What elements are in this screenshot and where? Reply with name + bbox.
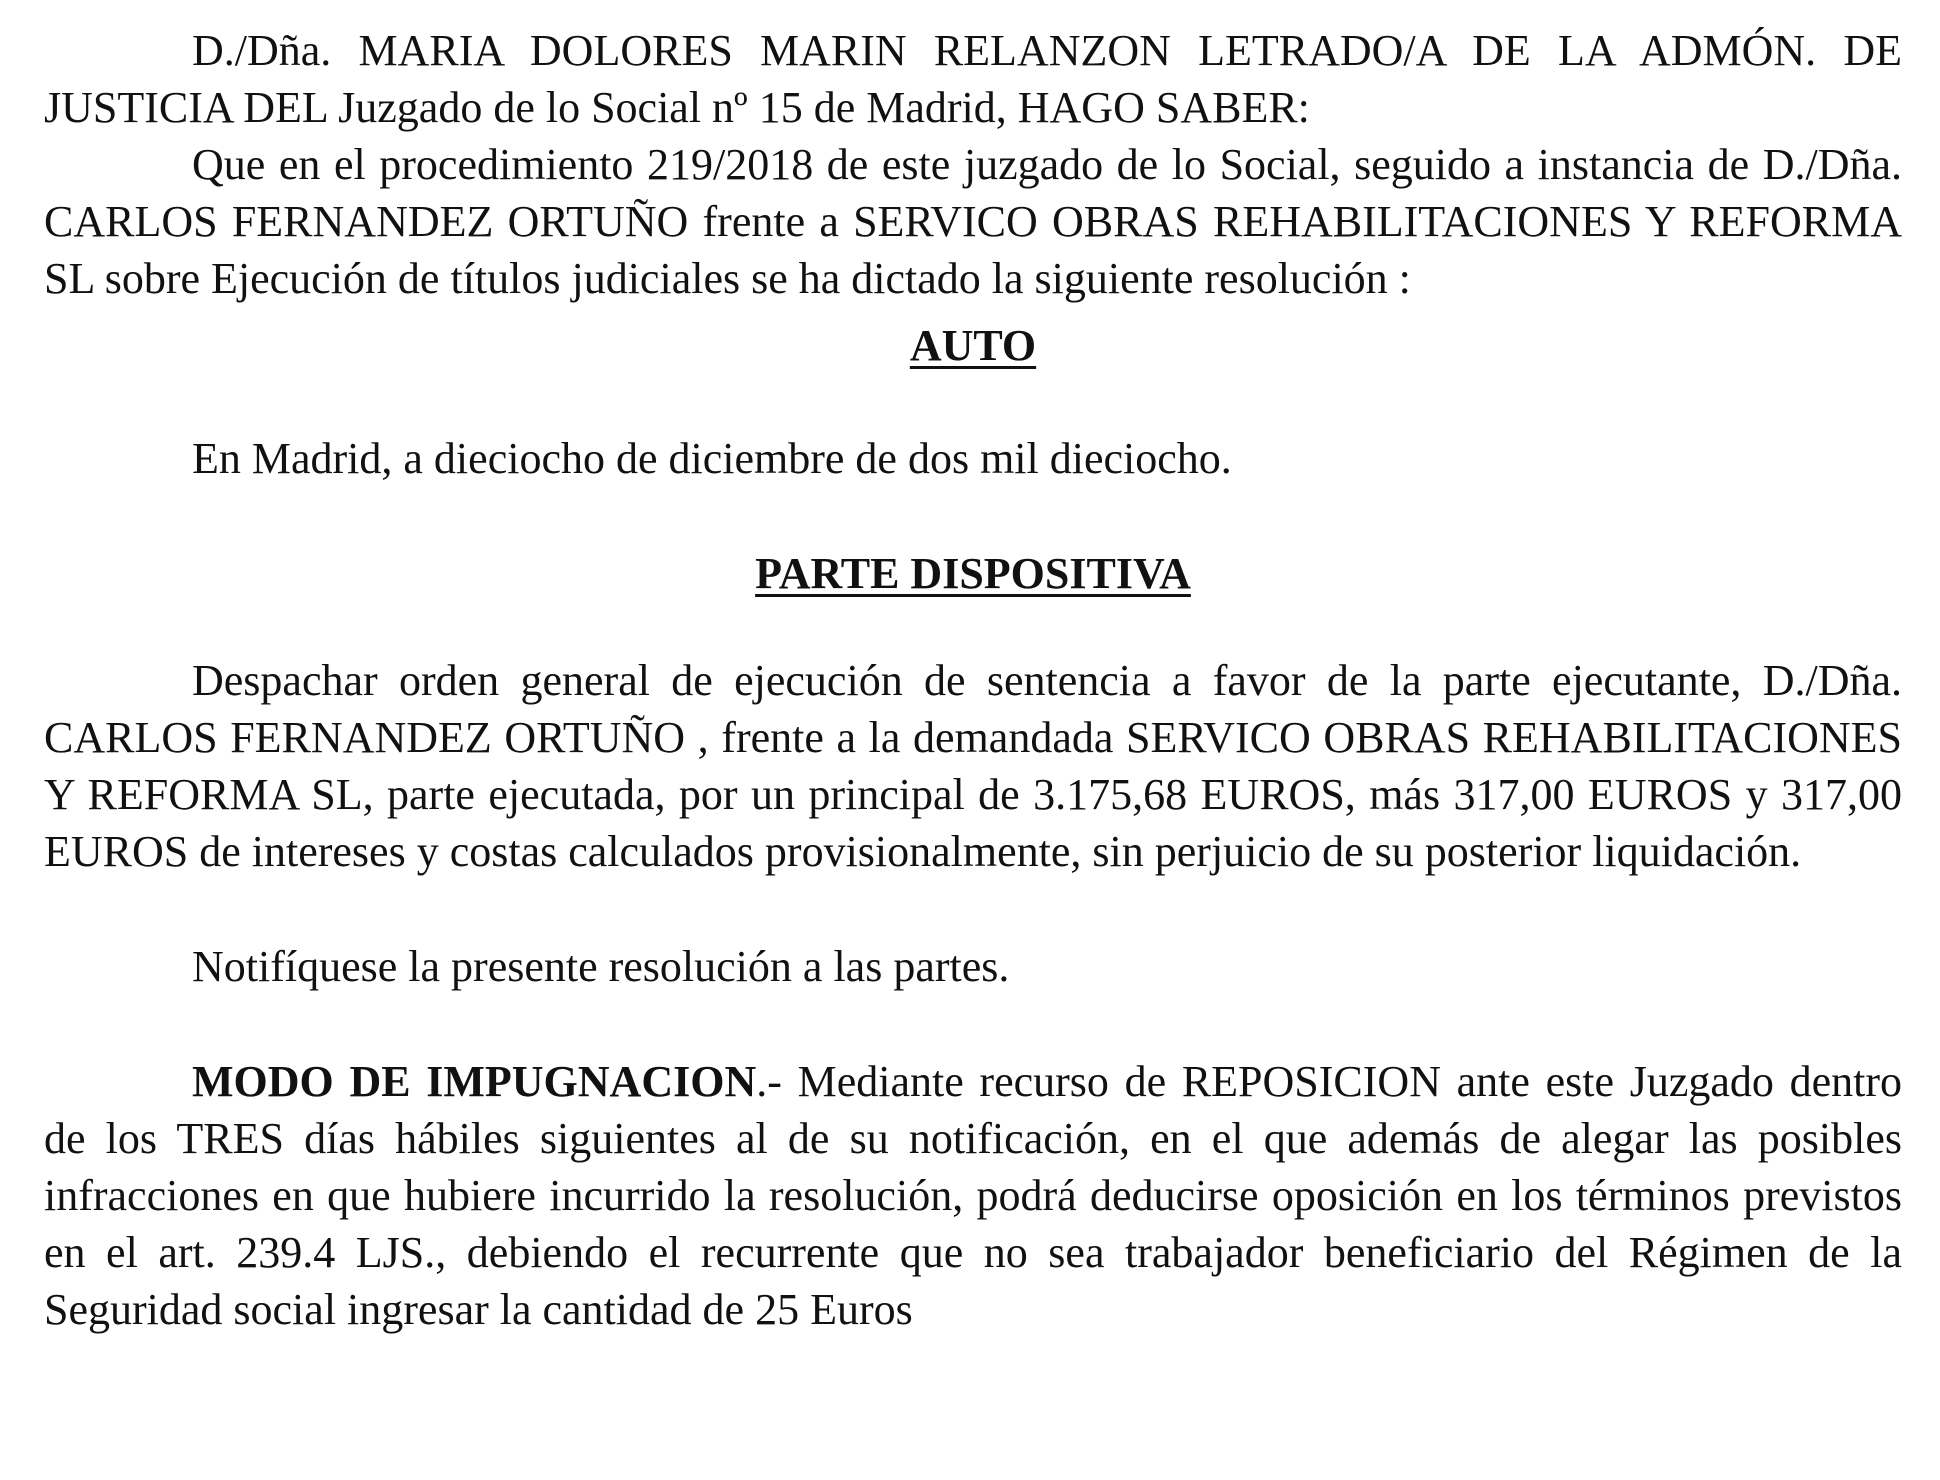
notificacion-paragraph: Notifíquese la presente resolución a las partes. [192,942,1010,991]
date-paragraph: En Madrid, a dieciocho de diciembre de dos mil dieciocho. [192,434,1232,483]
modo-impugnacion-text: .- Mediante recurso de REPOSICION ante este Juzgado dentro de los TRES días hábiles siguientes al de su notificación, en el que además de alegar las posibles infracciones en que hubiere incurrido la resolución, podrá deducirse oposición en los términos previstos en el art. 239.4 LJS., debiendo el recurrente que no sea trabajador beneficiario del Régimen de la Seguridad social ingresar la cantidad de 25 Euros [44,1057,1902,1334]
auto-heading: AUTO [909,321,1037,370]
despachar-paragraph: Despachar orden general de ejecución de sentencia a favor de la parte ejecutante, D./Dña. CARLOS FERNANDEZ ORTUÑO , frente a la demandada SERVICO OBRAS REHABILITACIONES Y REFORMA SL, parte ejecutada, por un principal de 3.175,68 EUROS, más 317,00 EUROS y 317,00 EUROS de intereses y costas calculados provisionalmente, sin perjuicio de su posterior liquidación. [44,656,1902,876]
modo-impugnacion-label: MODO DE IMPUGNACION [192,1057,757,1106]
intro-paragraph: Que en el procedimiento 219/2018 de este juzgado de lo Social, seguido a instancia de D./Dña. CARLOS FERNANDEZ ORTUÑO frente a SERVICO OBRAS REHABILITACIONES Y REFORMA SL sobre Ejecución de títulos judiciales se ha dictado la siguiente resolución : [44,140,1902,303]
document-page [44,22,1902,1338]
header-paragraph: D./Dña. MARIA DOLORES MARIN RELANZON LETRADO/A DE LA ADMÓN. DE JUSTICIA DEL Juzgado de lo Social nº 15 de Madrid, HAGO SABER: [44,26,1902,132]
parte-dispositiva-heading: PARTE DISPOSITIVA [755,549,1191,598]
modo-impugnacion-paragraph [44,1053,1902,1338]
